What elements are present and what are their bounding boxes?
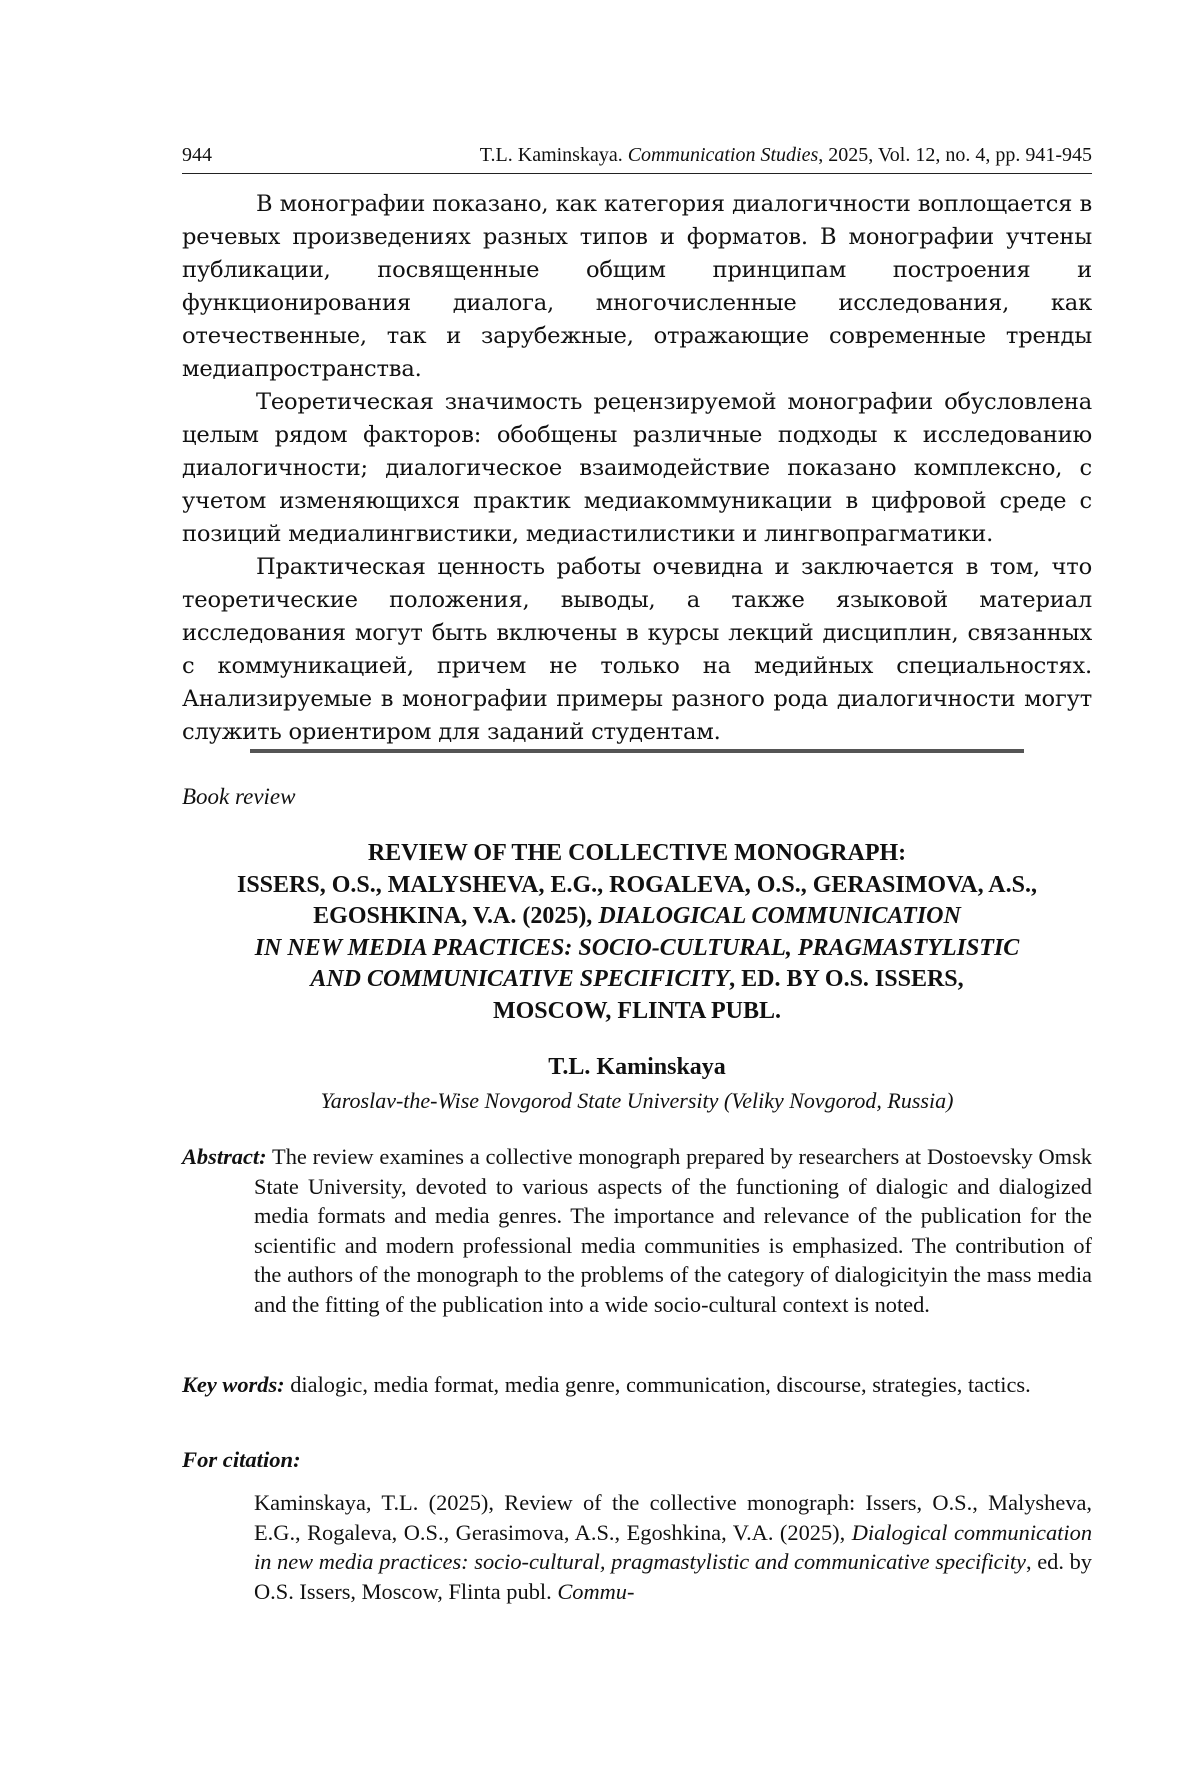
keywords-text: dialogic, media format, media genre, communication, discourse, strategies, tactics.: [290, 1372, 1031, 1397]
citation-segment-italic: Dialogical communication in new media practices: socio-cultural, pragmastylistic and communicative specificity: [254, 1519, 1093, 1574]
title-segment-italic: IN NEW MEDIA PRACTICES: SOCIO-CULTURAL, PRAGMASTYLISTIC: [254, 934, 1020, 961]
citation-segment-italic: Commu-: [557, 1578, 635, 1604]
ru-paragraph: Теоретическая значимость рецензируемой монографии обусловлена целым рядом факторов: обобщены различные подходы к исследованию диалогичности; диалогическое взаимодействие показано комплексно, с учетом изменяющихся практик медиакоммуникации в цифровой среде с позиций медиалингвистики, медиастилистики и лингвопрагматики.: [182, 389, 1092, 547]
title-line: [182, 901, 1092, 933]
ru-paragraph: Практическая ценность работы очевидна и заключается в том, что теоретические положения, выводы, а также языковой материал исследования могут быть включены в курсы лекций дисциплин, связанных с коммуникацией, причем не только на медийных специальностях. Анализируемые в монографии примеры разного рода диалогичности могут служить ориентиром для заданий студентам.: [182, 554, 1092, 745]
title-line: REVIEW OF THE COLLECTIVE MONOGRAPH:: [367, 840, 907, 866]
section-divider: [250, 749, 1024, 753]
citation-segment: , ed. by O.S. Issers, Moscow, Flinta publ.: [254, 1549, 1092, 1604]
section-label: Book review: [182, 784, 296, 809]
title-line: ISSERS, O.S., MALYSHEVA, E.G., ROGALEVA, O.S., GERASIMOVA, A.S.,: [236, 871, 1037, 898]
abstract: [182, 1142, 1092, 1319]
page-number: 944: [182, 144, 212, 166]
keywords: [182, 1370, 1092, 1400]
header-journal: Communication Studies: [627, 144, 819, 166]
title-segment-italic: AND COMMUNICATIVE SPECIFICITY: [310, 966, 730, 992]
abstract-text: The review examines a collective monograph prepared by researchers at Dostoevsky Omsk State University, devoted to various aspects of the functioning of dialogic and dialogized media formats and media genres. The importance and relevance of the publication for the scientific and modern professional media communities is emphasized. The contribution of the authors of the monograph to the problems of the category of dialogicityin the mass media and the fitting of the publication into a wide socio-cultural context is noted.: [254, 1144, 1092, 1317]
running-header: [182, 144, 1092, 174]
title-line: [182, 933, 1092, 965]
header-details: , 2025, Vol. 12, no. 4, pp. 941-945: [818, 144, 1092, 166]
citation-segment: Kaminskaya, T.L. (2025), Review of the collective monograph: Issers, O.S., Malysheva, E.G., Rogaleva, O.S., Gerasimova, A.S., Egoshkina, V.A. (2025),: [254, 1490, 1092, 1545]
title-line: [182, 964, 1092, 996]
russian-body-text: [182, 188, 1092, 749]
title-segment: , ED. BY O.S. ISSERS,: [729, 966, 964, 992]
title-line: MOSCOW, FLINTA PUBL.: [492, 997, 782, 1024]
author-name: T.L. Kaminskaya: [548, 1054, 726, 1080]
ru-paragraph: В монографии показано, как категория диалогичности воплощается в речевых произведениях разных типов и форматов. В монографии учтены публикации, посвященные общим принципам построения и функционирования диалога, многочисленные исследования, как отечественные, так и зарубежные, отражающие современные тренды медиапространства.: [182, 191, 1092, 382]
citation-label: For citation:: [182, 1447, 301, 1472]
header-author: T.L. Kaminskaya.: [479, 144, 623, 166]
title-segment: EGOSHKINA, V.A. (2025),: [313, 903, 599, 929]
running-header-citation: [480, 144, 1092, 167]
abstract-label: Abstract:: [182, 1144, 267, 1169]
article-title: [182, 838, 1092, 1027]
title-segment-italic: DIALOGICAL COMMUNICATION: [598, 903, 961, 929]
keywords-label: Key words:: [182, 1372, 285, 1397]
citation-text: [254, 1488, 1092, 1606]
author-affiliation: Yaroslav-the-Wise Novgorod State University (Veliky Novgorod, Russia): [320, 1088, 954, 1113]
